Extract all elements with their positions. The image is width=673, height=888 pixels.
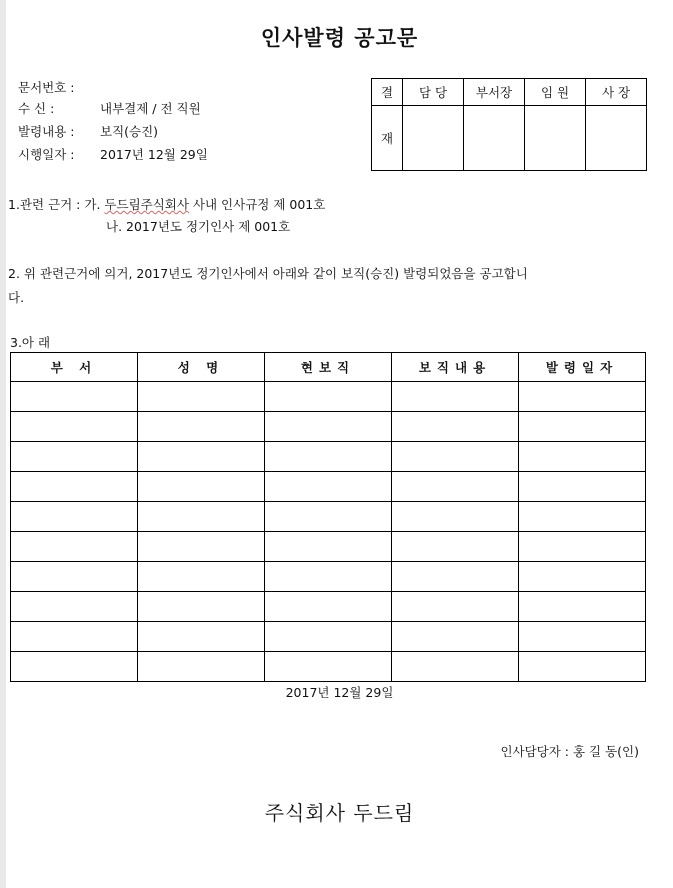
table-cell[interactable] <box>519 412 646 442</box>
table-cell[interactable] <box>519 592 646 622</box>
table-row <box>11 592 646 622</box>
approval-table <box>371 78 647 171</box>
table-cell[interactable] <box>392 412 519 442</box>
table-cell[interactable] <box>519 622 646 652</box>
table-cell[interactable] <box>265 472 392 502</box>
table-cell[interactable] <box>138 592 265 622</box>
basis-a-rest: 사내 인사규정 제 001호 <box>188 197 326 212</box>
meta-recipient <box>18 99 201 117</box>
table-cell[interactable] <box>11 502 138 532</box>
meta-label: 시행일자 : <box>18 147 75 162</box>
document-page <box>6 0 673 888</box>
table-cell[interactable] <box>11 472 138 502</box>
table-row <box>11 472 646 502</box>
approval-role: 부서장 <box>464 79 525 106</box>
table-cell[interactable] <box>519 502 646 532</box>
meta-value: 2017년 12월 29일 <box>100 147 208 162</box>
table-cell[interactable] <box>11 442 138 472</box>
table-row <box>11 442 646 472</box>
table-cell[interactable] <box>519 532 646 562</box>
table-cell[interactable] <box>138 562 265 592</box>
table-row <box>11 622 646 652</box>
table-cell[interactable] <box>392 562 519 592</box>
table-cell[interactable] <box>138 442 265 472</box>
table-cell[interactable] <box>392 472 519 502</box>
table-cell[interactable] <box>265 532 392 562</box>
basis-a-prefix: 가. <box>84 197 101 212</box>
approval-role: 임 원 <box>525 79 586 106</box>
approval-sign-cell <box>525 106 586 171</box>
column-header-name: 성 명 <box>138 353 265 382</box>
table-row <box>11 562 646 592</box>
table-row <box>11 532 646 562</box>
company-name: 주식회사 두드림 <box>264 801 415 825</box>
meta-effective-date <box>18 145 208 163</box>
meta-doc-number <box>18 78 100 96</box>
table-cell[interactable] <box>138 382 265 412</box>
table-cell[interactable] <box>138 412 265 442</box>
approval-sign-cell <box>586 106 647 171</box>
column-header-appointment-date: 발령일자 <box>519 353 646 382</box>
meta-label: 문서번호 : <box>18 80 75 95</box>
table-cell[interactable] <box>138 472 265 502</box>
table-row <box>11 382 646 412</box>
table-cell[interactable] <box>392 652 519 682</box>
table-cell[interactable] <box>138 652 265 682</box>
document-date: 2017년 12월 29일 <box>285 685 394 700</box>
table-cell[interactable] <box>265 592 392 622</box>
table-header-row <box>11 353 646 382</box>
meta-value: 보직(승진) <box>100 124 159 139</box>
notice-line-1: 2. 위 관련근거에 의거, 2017년도 정기인사에서 아래와 같이 보직(승진) 발령되었음을 공고합니 <box>8 266 528 281</box>
meta-label: 수 신 : <box>18 101 55 116</box>
table-cell[interactable] <box>11 622 138 652</box>
table-body <box>11 382 646 682</box>
table-cell[interactable] <box>519 472 646 502</box>
column-header-department: 부 서 <box>11 353 138 382</box>
table-cell[interactable] <box>265 442 392 472</box>
table-cell[interactable] <box>519 382 646 412</box>
hr-manager-signature: 인사담당자 : 홍 길 동(인) <box>500 744 639 759</box>
table-cell[interactable] <box>392 502 519 532</box>
section-label: 3.아 래 <box>10 335 51 350</box>
table-cell[interactable] <box>138 532 265 562</box>
table-cell[interactable] <box>265 412 392 442</box>
column-header-new-position: 보직내용 <box>392 353 519 382</box>
table-row <box>11 412 646 442</box>
basis-line-b: 나. 2017년도 정기인사 제 001호 <box>106 219 291 234</box>
approval-role: 담 당 <box>403 79 464 106</box>
basis-label: 1.관련 근거 : <box>8 197 81 212</box>
table-cell[interactable] <box>519 562 646 592</box>
table-cell[interactable] <box>392 382 519 412</box>
table-cell[interactable] <box>265 652 392 682</box>
table-cell[interactable] <box>519 652 646 682</box>
table-cell[interactable] <box>392 532 519 562</box>
table-cell[interactable] <box>11 592 138 622</box>
table-cell[interactable] <box>265 562 392 592</box>
company-name-underlined: 두드림주식회사 <box>104 197 189 212</box>
table-cell[interactable] <box>392 592 519 622</box>
table-cell[interactable] <box>11 652 138 682</box>
approval-side-bottom: 재 <box>372 106 403 171</box>
table-row <box>11 502 646 532</box>
table-cell[interactable] <box>11 562 138 592</box>
table-cell[interactable] <box>11 412 138 442</box>
column-header-current-position: 현보직 <box>265 353 392 382</box>
table-cell[interactable] <box>265 622 392 652</box>
table-cell[interactable] <box>138 622 265 652</box>
appointment-table <box>10 352 646 682</box>
table-cell[interactable] <box>11 382 138 412</box>
meta-label: 발령내용 : <box>18 124 75 139</box>
approval-role: 사 장 <box>586 79 647 106</box>
basis-line-a <box>8 195 325 213</box>
table-row <box>11 652 646 682</box>
table-cell[interactable] <box>265 382 392 412</box>
table-cell[interactable] <box>392 442 519 472</box>
table-cell[interactable] <box>11 532 138 562</box>
meta-value: 내부결제 / 전 직원 <box>100 101 201 116</box>
table-cell[interactable] <box>265 502 392 532</box>
meta-appointment <box>18 122 158 140</box>
table-cell[interactable] <box>519 442 646 472</box>
table-cell[interactable] <box>392 622 519 652</box>
notice-line-2: 다. <box>8 290 25 305</box>
document-title: 인사발령 공고문 <box>260 26 419 50</box>
approval-sign-cell <box>403 106 464 171</box>
approval-sign-cell <box>464 106 525 171</box>
table-cell[interactable] <box>138 502 265 532</box>
approval-side-top: 결 <box>372 79 403 106</box>
